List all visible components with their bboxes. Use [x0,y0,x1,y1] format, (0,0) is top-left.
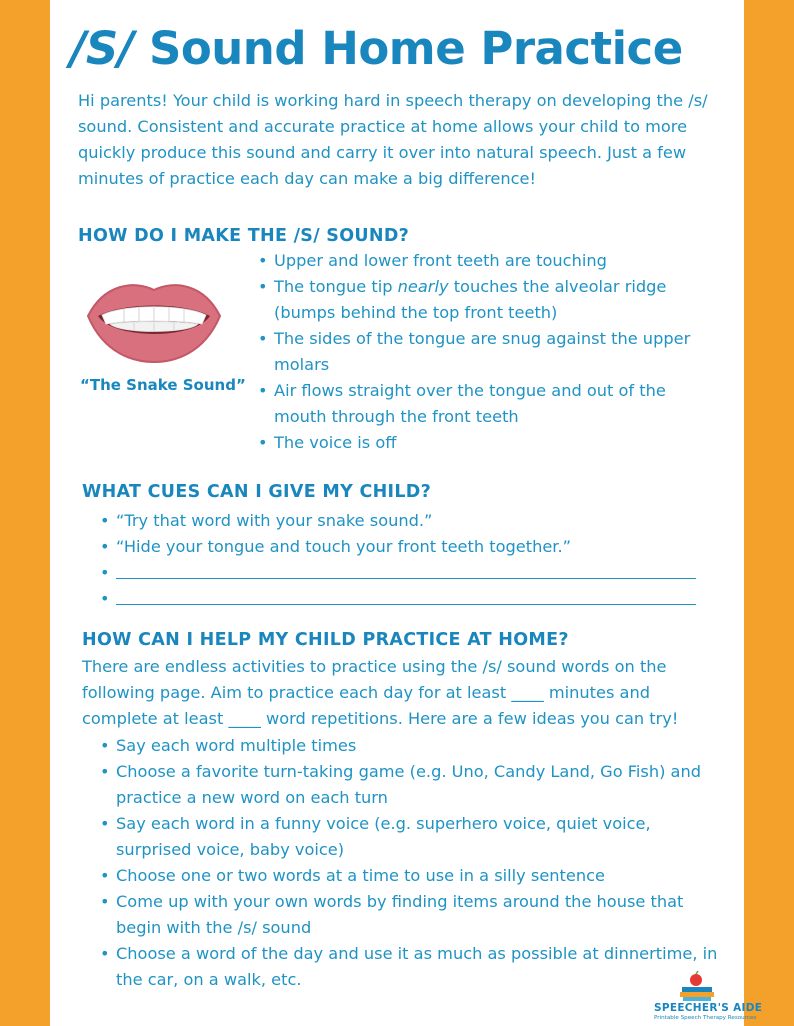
title-text: Sound Home Practice [133,22,683,75]
logo-name: SPEECHER'S AIDE [654,1002,763,1014]
practice-paragraph: There are endless activities to practice using the /s/ sound words on the following page. Aim to practice each day for at least ____ minutes and complete at least ____ word repetitions. Here are a few ideas you can try! [82,657,679,728]
left-orange-border [0,0,50,1026]
list-item: • The voice is off [258,430,698,456]
cues-bullet-list [100,508,700,612]
practice-ideas-list [100,733,730,993]
list-item: • Upper and lower front teeth are touching [258,248,698,274]
list-item: • Come up with your own words by finding items around the house that begin with the /s/ sound [100,889,730,941]
list-item: • Say each word multiple times [100,733,730,759]
title-sound-symbol: /S/ [70,22,134,75]
smiling-mouth-icon [84,276,224,364]
list-item: • “Try that word with your snake sound.” [100,508,700,534]
snake-sound-caption: “The Snake Sound” [80,376,246,394]
page-title [70,22,683,75]
blank-cue-line[interactable] [100,560,700,586]
list-item: • Choose one or two words at a time to use in a silly sentence [100,863,730,889]
list-item: • Choose a favorite turn-taking game (e.g. Uno, Candy Land, Go Fish) and practice a new word on each turn [100,759,730,811]
worksheet-page [50,0,763,1026]
logo-tagline: Printable Speech Therapy Resources [654,1015,757,1021]
list-item: • Air flows straight over the tongue and out of the mouth through the front teeth [258,378,698,430]
section-heading-practice: HOW CAN I HELP MY CHILD PRACTICE AT HOME? [82,630,569,650]
list-item: • Choose a word of the day and use it as much as possible at dinnertime, in the car, on a walk, etc. [100,941,730,993]
section-heading-cues: WHAT CUES CAN I GIVE MY CHILD? [82,482,432,502]
section-heading-how-make: HOW DO I MAKE THE /S/ SOUND? [78,226,410,246]
list-item: • The sides of the tongue are snug against the upper molars [258,326,698,378]
right-orange-border [744,0,794,1026]
intro-paragraph: Hi parents! Your child is working hard in speech therapy on developing the /s/ sound. Consistent and accurate practice at home allows your child to more quickly produce this sound and carry it over into natural speech. Just a few minutes of practice each day can make a big difference! [78,91,708,188]
blank-cue-line[interactable] [100,586,700,612]
list-item: • “Hide your tongue and touch your front teeth together.” [100,534,700,560]
how-make-bullet-list [258,248,698,456]
list-item: • Say each word in a funny voice (e.g. superhero voice, quiet voice, surprised voice, baby voice) [100,811,730,863]
list-item: • The tongue tip nearly touches the alveolar ridge (bumps behind the top front teeth) [258,274,698,326]
